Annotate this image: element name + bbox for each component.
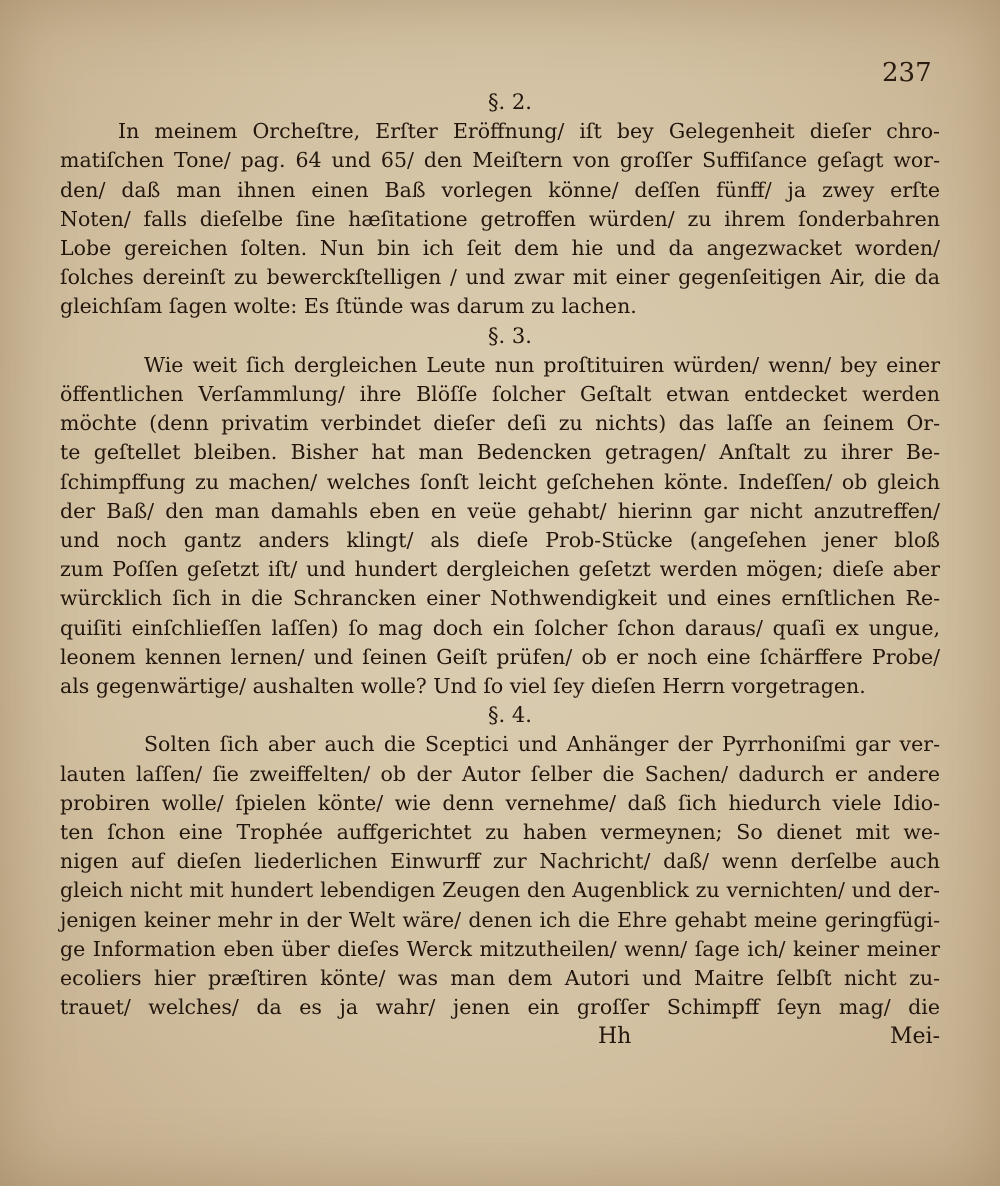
text-line: trauet/ welches/ da es ja wahr/ jenen ein groſſer Schimpff ſeyn mag/ die bbox=[60, 995, 940, 1020]
paragraph bbox=[60, 351, 940, 701]
text-line: probiren wolle/ ſpielen könte/ wie denn vernehme/ daß ſich hiedurch viele Idio- bbox=[60, 790, 940, 815]
text-line: jenigen keiner mehr in der Welt wäre/ denen ich die Ehre gehabt meine geringfügi- bbox=[60, 907, 940, 932]
text-line: quiſiti einſchlieſſen laſſen) ſo mag doch ein ſolcher ſchon daraus/ quaſi ex ungue, bbox=[60, 615, 940, 640]
text-line: leonem kennen lernen/ und ſeinen Geiſt prüfen/ ob er noch eine ſchärffere Probe/ bbox=[60, 644, 940, 669]
text-line: und noch gantz anders klingt/ als dieſe Prob-Stücke (angeſehen jener bloß bbox=[60, 528, 940, 553]
text-line: Noten/ falls dieſelbe ſine hæſitatione getroffen würden/ zu ihrem ſonderbahren bbox=[60, 206, 940, 231]
signature-mark: Hh bbox=[598, 1024, 632, 1049]
text-line: öffentlichen Verſammlung/ ihre Blöſſe ſolcher Geſtalt etwan entdecket werden bbox=[60, 382, 940, 407]
text-line: ge Information eben über dieſes Werck mitzutheilen/ wenn/ ſage ich/ keiner meiner bbox=[60, 936, 940, 961]
text-line: matiſchen Tone/ pag. 64 und 65/ den Meiſtern von groſſer Suffiſance geſagt wor- bbox=[60, 148, 940, 173]
text-line: zum Poſſen geſetzt iſt/ und hundert dergleichen geſetzt werden mögen; dieſe aber bbox=[60, 557, 940, 582]
catchword: Mei- bbox=[889, 1024, 940, 1049]
text-line: gleichſam ſagen wolte: Es ſtünde was darum zu lachen. bbox=[60, 294, 637, 319]
text-line: als gegenwärtige/ aushalten wolle? Und ſo viel ſey dieſen Herrn vorgetragen. bbox=[60, 674, 866, 699]
paragraph bbox=[60, 117, 940, 321]
text-line: gleich nicht mit hundert lebendigen Zeugen den Augenblick zu vernichten/ und der- bbox=[60, 878, 940, 903]
page-number: 237 bbox=[882, 58, 932, 88]
text-line: ten ſchon eine Trophée auffgerichtet zu haben vermeynen; So dienet mit we- bbox=[60, 820, 940, 845]
text-line: Wie weit ſich dergleichen Leute nun proſtituiren würden/ wenn/ bey einer bbox=[144, 352, 940, 377]
text-line: würcklich ſich in die Schrancken einer Nothwendigkeit und eines ernſtlichen Re- bbox=[60, 586, 940, 611]
text-line: lauten laſſen/ ſie zweiffelten/ ob der Autor ſelber die Sachen/ dadurch er andere bbox=[60, 761, 940, 786]
page-footer bbox=[60, 1024, 940, 1060]
text-line: te geſtellet bleiben. Bisher hat man Bedencken getragen/ Anſtalt zu ihrer Be- bbox=[60, 440, 940, 465]
text-line: den/ daß man ihnen einen Baß vorlegen könne/ deſſen fünff/ ja zwey erſte bbox=[60, 177, 940, 202]
text-line: Lobe gereichen ſolten. Nun bin ich ſeit dem hie und da angezwacket worden/ bbox=[60, 236, 940, 261]
text-line: möchte (denn privatim verbindet dieſer deſi zu nichts) das laſſe an ſeinem Or- bbox=[60, 411, 940, 436]
text-line: ſolches dereinſt zu bewerckſtelligen / und zwar mit einer gegenſeitigen Air, die da bbox=[60, 265, 940, 290]
text-line: der Baß/ den man damahls eben en veüe gehabt/ hierinn gar nicht anzutreffen/ bbox=[60, 498, 940, 523]
text-line: nigen auf dieſen liederlichen Einwurff zur Nachricht/ daß/ wenn derſelbe auch bbox=[60, 849, 940, 874]
paragraph bbox=[60, 730, 940, 1022]
text-line: In meinem Orcheſtre, Erſter Eröffnung/ iſt bey Gelegenheit dieſer chro- bbox=[118, 119, 940, 144]
text-line: ecoliers hier præſtiren könte/ was man dem Autori und Maitre ſelbſt nicht zu- bbox=[60, 966, 940, 991]
section-heading: §. 2. bbox=[488, 90, 532, 114]
text-line: ſchimpffung zu machen/ welches ſonſt leicht geſchehen könte. Indeſſen/ ob gleich bbox=[60, 469, 940, 494]
text-block bbox=[60, 88, 940, 1023]
text-line: Solten ſich aber auch die Sceptici und Anhänger der Pyrrhoniſmi gar ver- bbox=[144, 732, 940, 757]
section-heading: §. 3. bbox=[488, 323, 532, 348]
section-heading: §. 4. bbox=[488, 703, 532, 728]
